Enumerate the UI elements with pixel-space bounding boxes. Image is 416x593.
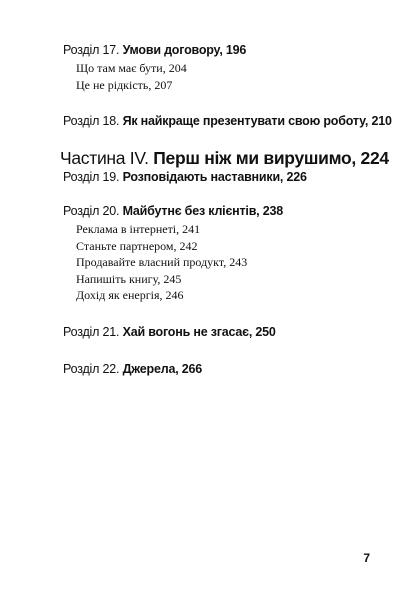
chapter-label: Розділ 22. bbox=[63, 361, 120, 376]
toc-chapter-19 bbox=[63, 169, 393, 186]
chapter-title: Розповідають наставники, 226 bbox=[122, 170, 307, 184]
chapter-label: Розділ 21. bbox=[63, 324, 120, 339]
part-title: Перш ніж ми вирушимо, 224 bbox=[153, 148, 389, 168]
toc-subsection: Реклама в інтернеті, 241 bbox=[76, 222, 201, 236]
toc-subsection: Продавайте власний продукт, 243 bbox=[76, 255, 248, 269]
page-number: 7 bbox=[363, 551, 370, 565]
chapter-label: Розділ 17. bbox=[63, 43, 120, 57]
toc-subsection: Станьте партнером, 242 bbox=[76, 238, 198, 253]
toc-chapter-21 bbox=[63, 324, 393, 341]
toc-chapter-22 bbox=[63, 361, 393, 378]
chapter-label: Розділ 19. bbox=[63, 170, 120, 184]
toc-chapter-17 bbox=[63, 42, 393, 59]
chapter-title: Джерела, 266 bbox=[122, 361, 202, 376]
toc-subsection: Дохід як енергія, 246 bbox=[76, 288, 184, 302]
toc-chapter-18 bbox=[63, 113, 393, 130]
toc-subsection: Напишіть книгу, 245 bbox=[76, 271, 182, 286]
table-of-contents bbox=[60, 42, 393, 378]
chapter-label: Розділ 18. bbox=[63, 114, 120, 128]
chapter-title: Майбутнє без клієнтів, 238 bbox=[122, 204, 283, 218]
toc-part-4 bbox=[60, 147, 393, 169]
chapter-title: Як найкраще презентувати свою роботу, 210 bbox=[122, 114, 392, 128]
chapter-title: Умови договору, 196 bbox=[122, 43, 247, 57]
toc-subsection: Що там має бути, 204 bbox=[76, 61, 187, 75]
part-label: Частина IV. bbox=[60, 148, 149, 168]
toc-subsection: Це не рідкість, 207 bbox=[76, 77, 173, 92]
chapter-label: Розділ 20. bbox=[63, 204, 120, 218]
chapter-title: Хай вогонь не згасає, 250 bbox=[122, 324, 276, 339]
toc-chapter-20 bbox=[63, 203, 393, 220]
